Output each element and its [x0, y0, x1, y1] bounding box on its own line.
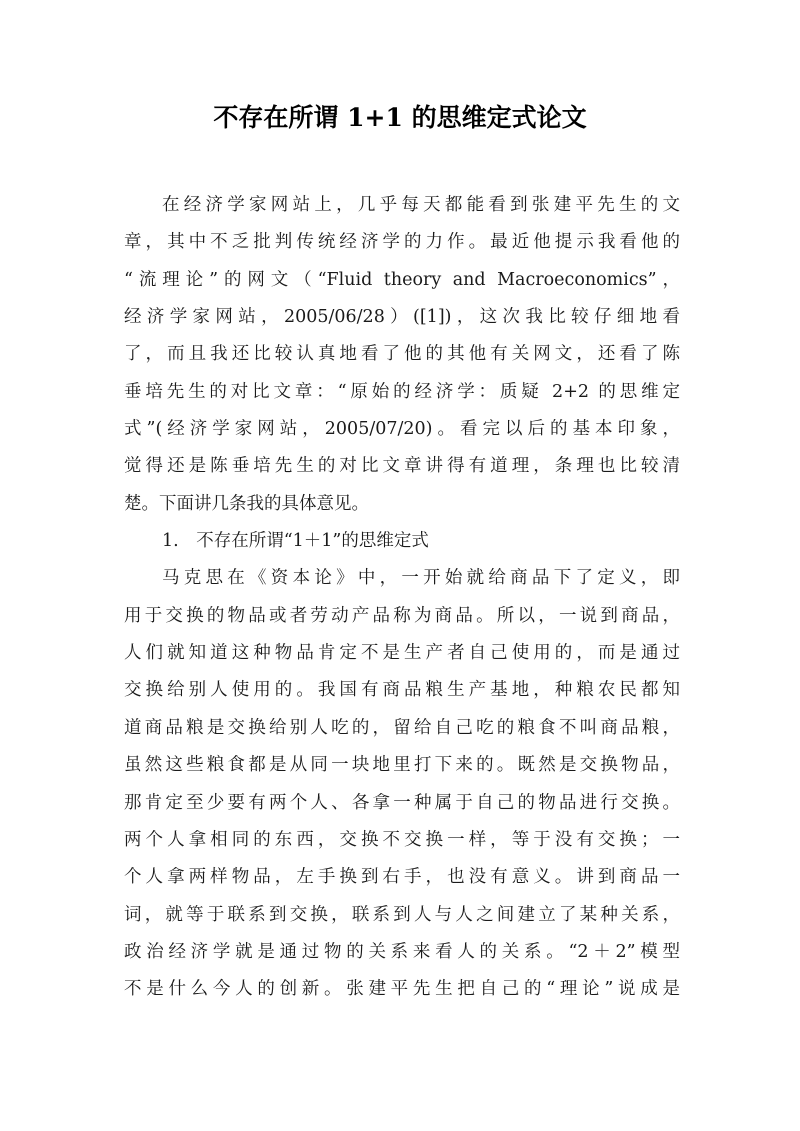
- document-title: 不存在所谓 1+1 的思维定式论文: [213, 103, 587, 132]
- paragraph-line: 道商品粮是交换给别人吃的，留给自己吃的粮食不叫商品粮，: [124, 717, 680, 738]
- section-heading: 1. 不存在所谓“1＋1”的思维定式: [162, 531, 429, 552]
- paragraph-line: 人们就知道这种物品肯定不是生产者自己使用的，而是通过: [124, 643, 680, 664]
- paragraph-line: “流理论”的网文（“Fluid theory and Macroeconomics”，: [124, 269, 680, 290]
- paragraph-line: 那肯定至少要有两个人、各拿一种属于自己的物品进行交换。: [124, 792, 680, 813]
- document-body: [124, 187, 680, 1009]
- paragraph-line: 虽然这些粮食都是从同一块地里打下来的。既然是交换物品，: [124, 755, 680, 776]
- paragraph-line: 楚。下面讲几条我的具体意见。: [124, 493, 369, 514]
- paragraph-line: 了，而且我还比较认真地看了他的其他有关网文，还看了陈: [124, 344, 680, 365]
- paragraph-line: 个人拿两样物品，左手换到右手，也没有意义。讲到商品一: [124, 867, 680, 888]
- paragraph-line: 交换给别人使用的。我国有商品粮生产基地，种粮农民都知: [124, 680, 680, 701]
- paragraph-line: 垂培先生的对比文章：“原始的经济学：质疑 2+2 的思维定: [124, 381, 680, 402]
- paragraph-line: 马克思在《资本论》中，一开始就给商品下了定义，即: [162, 568, 680, 589]
- paragraph-line: 觉得还是陈垂培先生的对比文章讲得有道理，条理也比较清: [124, 456, 680, 477]
- paragraph-line: 章，其中不乏批判传统经济学的力作。最近他提示我看他的: [124, 232, 680, 253]
- paragraph-line: 经济学家网站，2005/06/28）([1])，这次我比较仔细地看: [124, 307, 680, 328]
- paragraph-line: 式”(经济学家网站，2005/07/20)。看完以后的基本印象，: [124, 419, 680, 440]
- paragraph-line: 不是什么今人的创新。张建平先生把自己的“理论”说成是: [124, 979, 680, 1000]
- paragraph-line: 词，就等于联系到交换，联系到人与人之间建立了某种关系，: [124, 904, 680, 925]
- paragraph-line: 两个人拿相同的东西，交换不交换一样，等于没有交换；一: [124, 829, 680, 850]
- paragraph-line: 用于交换的物品或者劳动产品称为商品。所以，一说到商品，: [124, 605, 680, 626]
- paragraph-line: 政治经济学就是通过物的关系来看人的关系。“2＋2”模型: [124, 941, 680, 962]
- paragraph-line: 在经济学家网站上，几乎每天都能看到张建平先生的文: [162, 195, 680, 215]
